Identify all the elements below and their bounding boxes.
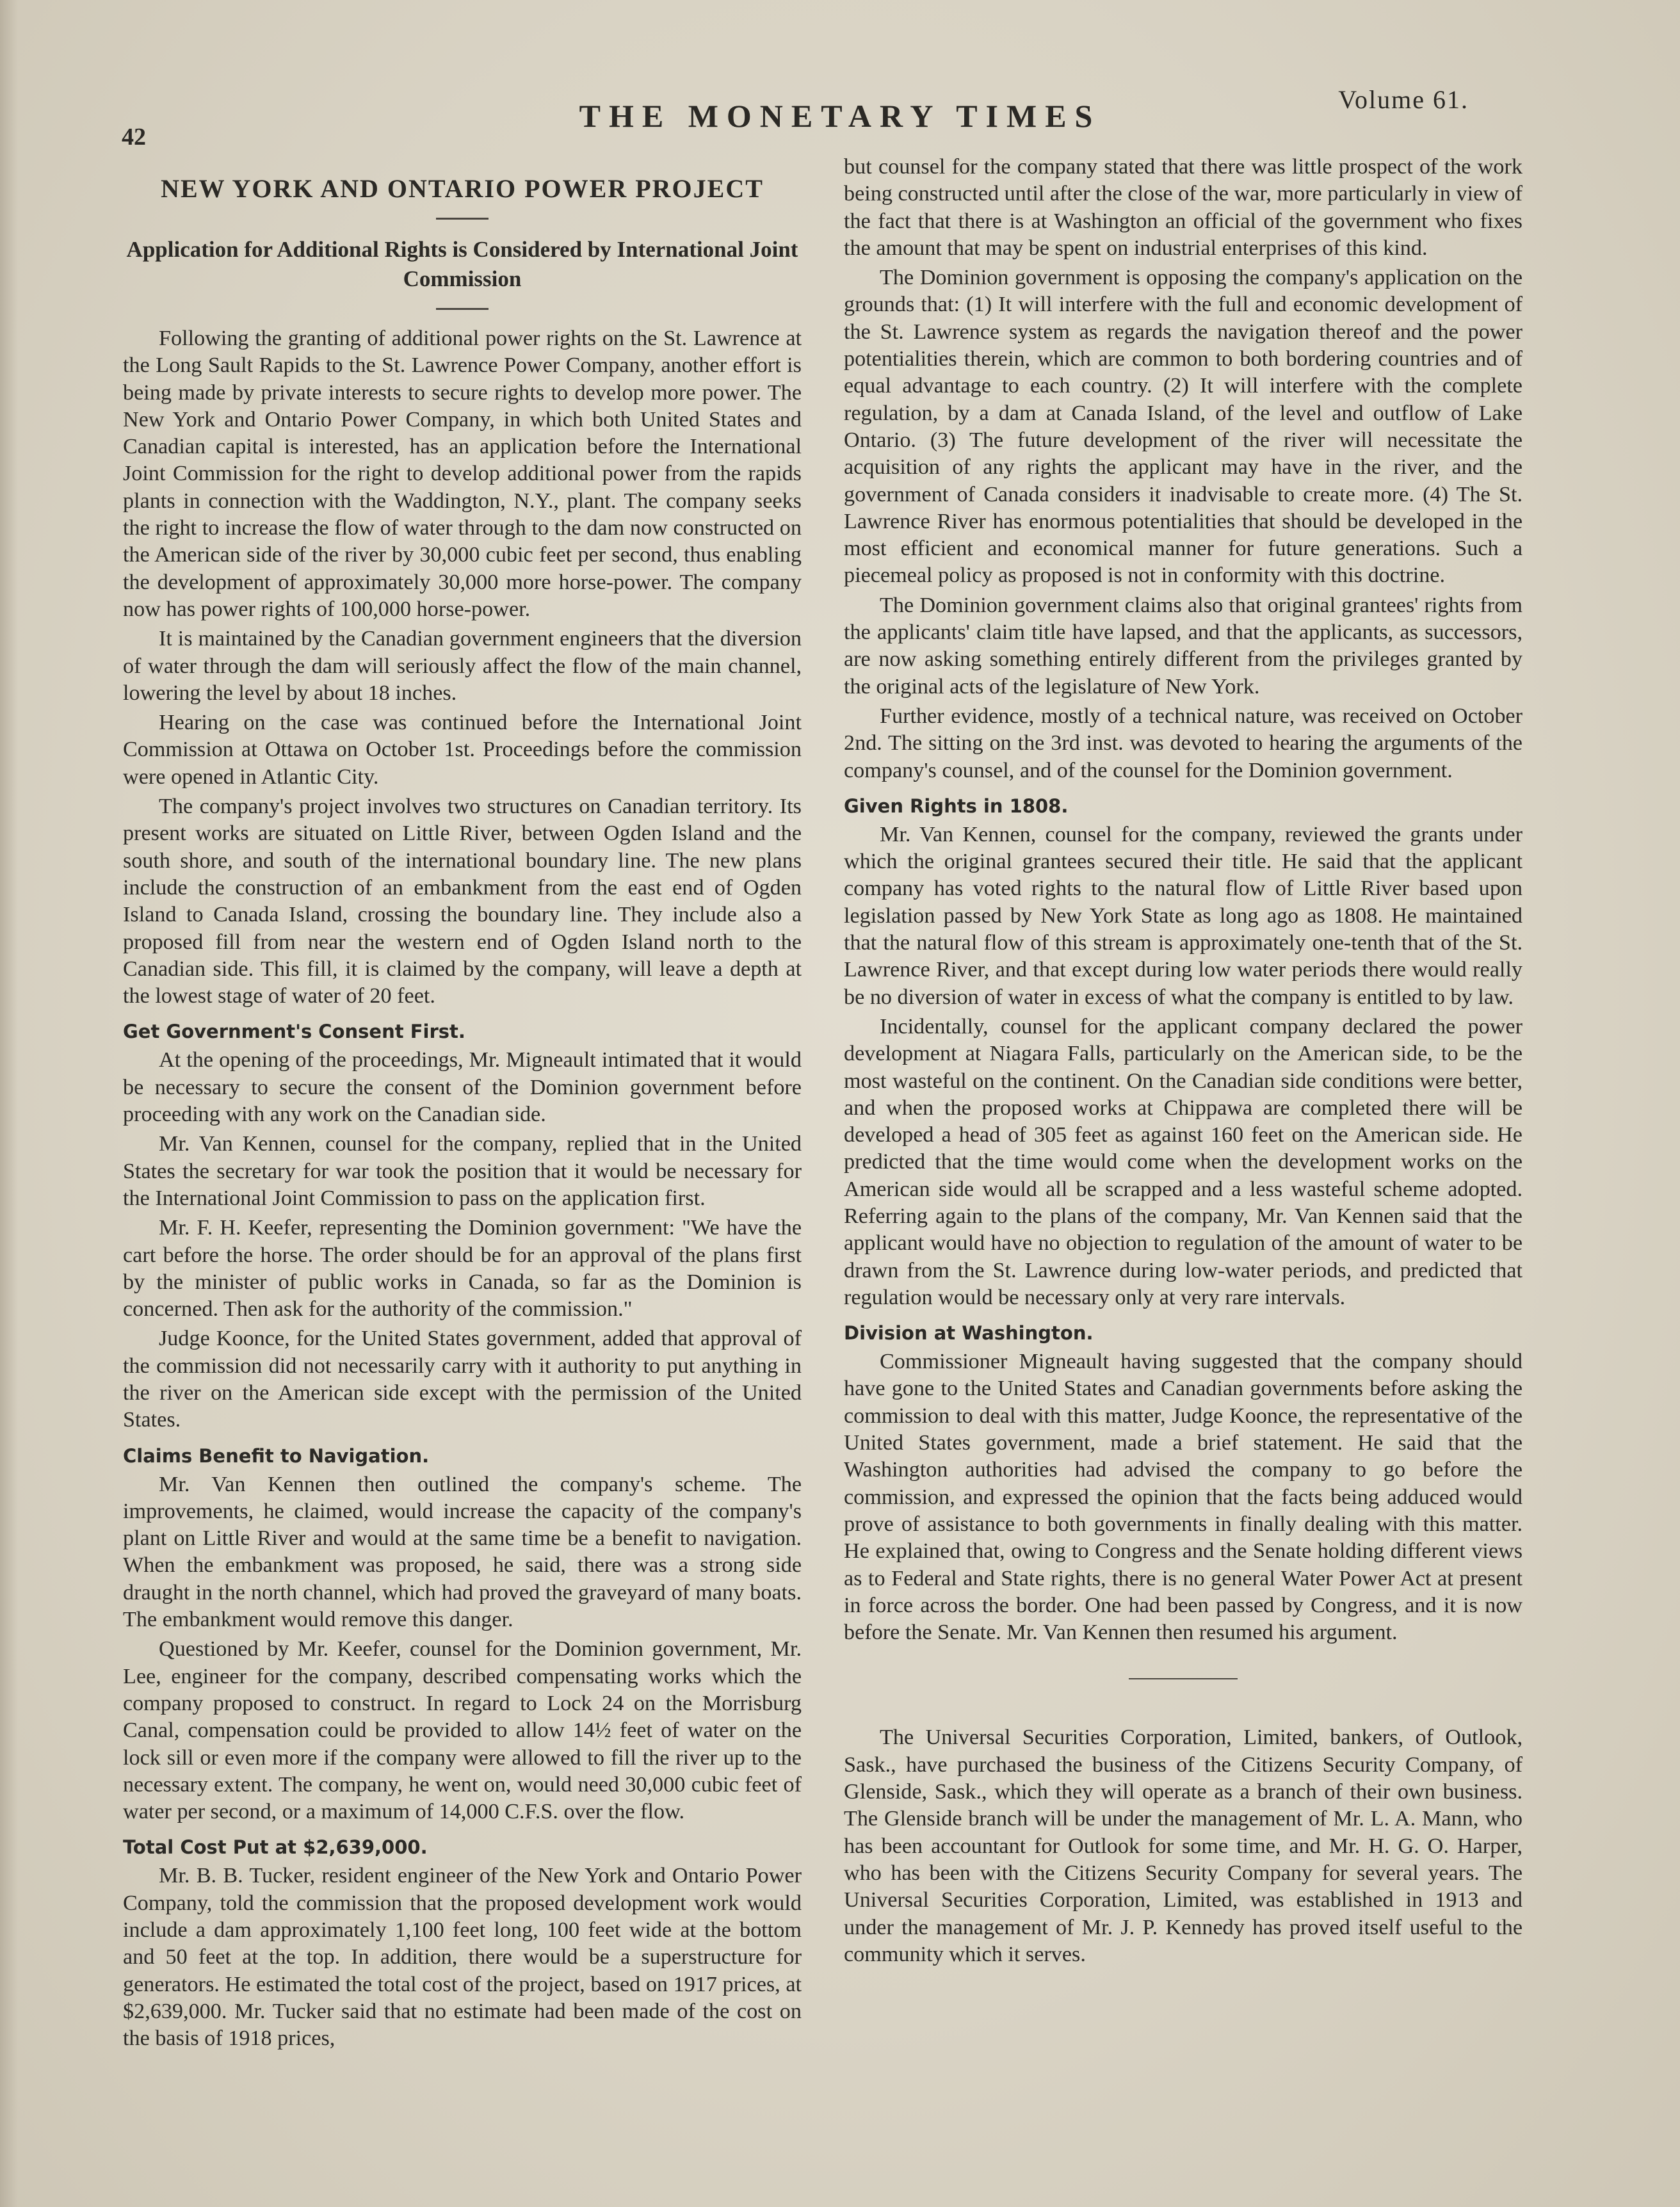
paragraph: Further evidence, mostly of a technical nature, was received on October 2nd. The sitting on the 3rd inst. was devoted to hearing the arguments of the company's counsel, and of the counsel for the Dominion government. bbox=[844, 704, 1522, 782]
paragraph: Mr. Van Kennen then outlined the company's scheme. The improvements, he claimed, would increase the capacity of the company's plant on Little River and would at the same time be a benefit to navigation. When the embankment was proposed, he said, there was a strong side draught in the north channel, which had proved the graveyard of many boats. The embankment would remove this danger. bbox=[123, 1472, 802, 1632]
volume-label: Volume 61. bbox=[1338, 85, 1469, 114]
paragraph: The company's project involves two structures on Canadian territory. Its present works are situated on Little River, between Ogden Island and the south shore, and south of the international boundary line. The new plans include the construction of an embankment from the east end of Ogden Island to Canada Island, crossing the boundary line. They include also a proposed fill from near the western end of Ogden Island north to the Canadian side. This fill, it is claimed by the company, will leave a depth at the lowest stage of water of 20 feet. bbox=[123, 795, 802, 1008]
headline-divider bbox=[436, 218, 489, 220]
section-heading: Given Rights in 1808. bbox=[844, 795, 1069, 817]
section-heading: Get Government's Consent First. bbox=[123, 1021, 465, 1043]
paragraph: Incidentally, counsel for the applicant company declared the power development at Niagara Falls, particularly on the American side, to be the most wasteful on the continent. On the Canadian side conditions were better, and when the proposed works at Chippawa are completed there will be developed a head of 305 feet as against 160 feet on the American side. He predicted that the time would come when the development works on the American side would all be scrapped and a less wasteful scheme adopted. Referring again to the plans of the company, Mr. Van Kennen said that the applicant would have no objection to regulation of the amount of water to be drawn from the St. Lawrence during low-water periods, and predicted that regulation would be necessary only at very rare intervals. bbox=[844, 1014, 1522, 1309]
section-heading: Claims Benefit to Navigation. bbox=[123, 1444, 430, 1467]
paragraph: At the opening of the proceedings, Mr. Migneault intimated that it would be necessary to secure the consent of the Dominion government before proceeding with any work on the Canadian side. bbox=[123, 1048, 802, 1127]
paragraph: Mr. Van Kennen, counsel for the company, reviewed the grants under which the original grantees secured their title. He said that the applicant company has voted rights to the natural flow of Little River based upon legislation passed by New York State as long ago as 1808. He maintained that the natural flow of this stream is approximately one-tenth that of the St. Lawrence River, and that except during low water periods there would really be no diversion of water in excess of what the company is entitled to by law. bbox=[844, 822, 1522, 1009]
paragraph: Mr. Van Kennen, counsel for the company, replied that in the United States the secretary for war took the position that it would be necessary for the International Joint Commission to pass on the application first. bbox=[123, 1132, 802, 1210]
article-subhead: Application for Additional Rights is Considered by International Joint Commission bbox=[126, 237, 798, 291]
paragraph: Following the granting of additional power rights on the St. Lawrence at the Long Sault Rapids to the St. Lawrence Power Company, another effort is being made by private interests to secure rights to develop more power. The New York and Ontario Power Company, in which both United States and Canadian capital is interested, has an application before the International Joint Commission for the right to develop additional power from the rapids plants in connection with the Waddington, N.Y., plant. The company seeks the right to increase the flow of water through to the dam now constructed on the American side of the river by 30,000 cubic feet per second, thus enabling the development of approximately 30,000 more horse-power. The company now has power rights of 100,000 horse-power. bbox=[123, 327, 802, 621]
right-column bbox=[844, 154, 1522, 1971]
masthead-title: THE MONETARY TIMES bbox=[579, 98, 1101, 134]
subhead-divider bbox=[436, 308, 489, 310]
paragraph: Commissioner Migneault having suggested that the company should have gone to the United States and Canadian governments before asking the commission to deal with this matter, Judge Koonce, the representative of the United States government, made a brief statement. He said that the Washington authorities had advised the company to go before the commission, and expressed the opinion that the facts being adduced would prove of assistance to both governments in finally dealing with this matter. He explained that, owing to Congress and the Senate holding different views as to Federal and State rights, there is no general Water Power Act at present in force across the border. One had been passed by Congress, and it is now before the Senate. Mr. Van Kennen then resumed his argument. bbox=[844, 1350, 1522, 1645]
page-number: 42 bbox=[122, 124, 146, 150]
article-headline: NEW YORK AND ONTARIO POWER PROJECT bbox=[161, 174, 764, 203]
paragraph: Hearing on the case was continued before the International Joint Commission at Ottawa on October 1st. Proceedings before the commission were opened in Atlantic City. bbox=[123, 711, 802, 789]
paragraph: The Dominion government is opposing the company's application on the grounds that: (1) It will interfere with the full and economic development of the St. Lawrence system as regards the navigation thereof and the power potentialities therein, which are common to both bordering countries and of equal advantage to each country. (2) It will interfere with the complete regulation, by a dam at Canada Island, of the level and outflow of Lake Ontario. (3) The future development of the river will necessitate the acquisition of any rights the applicant may have in the river, and the government of Canada considers it inadvisable to create more. (4) The St. Lawrence River has enormous potentialities that should be developed in the most efficient and economical manner for future generations. Such a piecemeal policy as proposed is not in conformity with this doctrine. bbox=[844, 266, 1522, 588]
paragraph: Judge Koonce, for the United States government, added that approval of the commission did not necessarily carry with it authority to put anything in the river on the American side except with the permission of the United States. bbox=[123, 1327, 802, 1432]
paragraph: but counsel for the company stated that there was little prospect of the work being constructed until after the close of the war, more particularly in view of the fact that there is at Washington an official of the government who fixes the amount that may be spent on industrial enterprises of this kind. bbox=[844, 155, 1522, 260]
news-item-paragraph: The Universal Securities Corporation, Limited, bankers, of Outlook, Sask., have purchased the business of the Citizens Security Company, of Glenside, Sask., which they will operate as a branch of their own business. The Glenside branch will be under the management of Mr. L. A. Mann, who has been accountant for Outlook for some time, and Mr. H. G. O. Harper, who has been with the Citizens Security Company for several years. The Universal Securities Corporation, Limited, was established in 1913 and under the management of Mr. J. P. Kennedy has proved itself useful to the community which it serves. bbox=[844, 1726, 1522, 1966]
section-heading: Division at Washington. bbox=[844, 1322, 1094, 1345]
paragraph: Questioned by Mr. Keefer, counsel for the Dominion government, Mr. Lee, engineer for the company, described compensating works which the company proposed to construct. In regard to Lock 24 on the Morrisburg Canal, compensation could be provided to allow 14½ feet of water on the lock sill or even more if the company were allowed to fill the river up to the necessary extent. The company, he went on, would need 30,000 cubic feet of water per second, or a maximum of 14,000 C.F.S. over the flow. bbox=[123, 1637, 802, 1824]
paragraph: Mr. B. B. Tucker, resident engineer of the New York and Ontario Power Company, told the commission that the proposed development work would include a dam approximately 1,100 feet long, 100 feet wide at the bottom and 50 feet at the top. In addition, there would be a superstructure for generators. He estimated the total cost of the project, based on 1917 prices, at $2,639,000. Mr. Tucker said that no estimate had been made of the cost on the basis of 1918 prices, bbox=[123, 1864, 802, 2051]
paragraph: It is maintained by the Canadian government engineers that the diversion of water through the dam will seriously affect the flow of the main channel, lowering the level by about 18 inches. bbox=[123, 627, 802, 705]
article-end-divider bbox=[1129, 1678, 1238, 1679]
paragraph: Mr. F. H. Keefer, representing the Dominion government: "We have the cart before the horse. The order should be for an approval of the plans first by the minister of public works in Canada, so far as the Dominion is concerned. Then ask for the authority of the commission." bbox=[123, 1216, 802, 1322]
paragraph: The Dominion government claims also that original grantees' rights from the applicants' claim title have lapsed, and that the applicants, as successors, are now asking something entirely different from the privileges granted by the original acts of the legislature of New York. bbox=[844, 593, 1522, 699]
section-heading: Total Cost Put at $2,639,000. bbox=[123, 1836, 428, 1859]
left-column bbox=[123, 173, 802, 2055]
